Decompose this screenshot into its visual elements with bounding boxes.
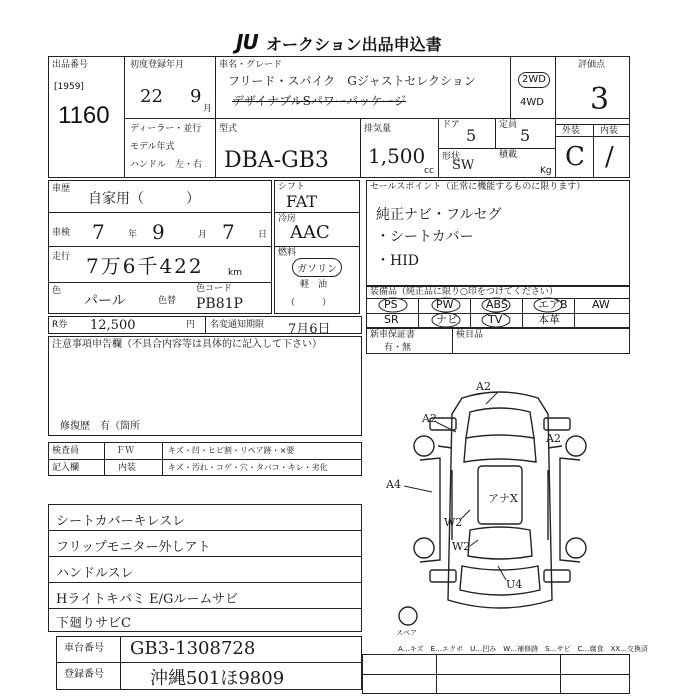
entry-label: 記入欄 [52,463,80,473]
recycle-value: 12,500 [90,318,136,333]
inspector-label: 検査員 [52,446,80,456]
door-value: 5 [466,126,477,145]
remark-4: Hライトキバミ E/Gルームサビ [56,592,239,607]
shape-label: 形状 [442,152,461,162]
color-label: 色 [52,286,62,296]
drive-4wd: 4WD [520,97,544,108]
mileage-unit: km [228,268,242,278]
model-year-label: モデル年式 [130,142,175,152]
transfer-label: 名変通知期限 [210,320,265,330]
ext-label: 外装 [562,126,581,136]
booklet-label: 検目品 [456,330,484,340]
mileage-value: 7万6千422 [86,254,204,278]
recycle-label: R券 [52,320,68,330]
damage-label-roof: アナX [488,492,518,505]
first-reg-year: 22 [140,86,163,107]
sales-item-3: ・HID [376,253,419,269]
sales-label: セールスポイント（正常に機能するものに限ります） [370,182,586,192]
reg-label: 登録番号 [64,669,104,680]
shift-value: FAT [286,192,318,211]
color-value: パール [84,293,126,309]
inspection-year: 7 [92,220,105,244]
equip-tv: TV [488,313,503,326]
equip-ps: PS [384,298,398,311]
sales-item-1: 純正ナビ・フルセグ [376,207,502,223]
warranty-label: 新車保証書 [370,330,416,340]
inspection-day-unit: 日 [258,230,268,240]
model-label: 型式 [219,124,238,134]
lot-number: 1160 [58,102,110,129]
inspection-month-unit: 月 [198,230,208,240]
damage-label-w2-a: W2 [444,516,463,529]
inspection-month: 9 [152,220,165,244]
inspection-year-unit: 年 [128,230,138,240]
seats-value: 5 [520,126,531,145]
equip-airbag: エアB [538,298,568,311]
handle-label: ハンドル 左・右 [130,160,203,170]
damage-label-a2-right: A2 [546,432,561,445]
damage-label-u4: U4 [506,578,523,591]
fuel-value: ガソリン [292,258,342,277]
equip-sr: SR [384,313,399,326]
remark-2: フリップモニター外しアト [56,540,211,555]
form-title: オークション出品申込書 [266,35,442,54]
notes-label: 注意事項申告欄（不具合内容等は具体的に記入して下さい） [52,339,322,350]
displacement-label: 排気量 [364,124,392,134]
fuel-label: 燃料 [278,248,297,258]
first-reg-month: 9 [190,86,202,107]
model-value: DBA-GB3 [224,148,329,173]
first-reg-month-unit: 月 [203,104,213,114]
dealer-label: ディーラー・並行 [130,124,202,134]
sales-item-2: ・シートカバー [376,229,474,245]
ju-logo: JU [236,30,258,54]
transfer-value: 7月6日 [288,322,331,337]
shape-value: SW [452,158,475,173]
spare-label: スペア [396,629,417,637]
history-label: 車歴 [52,184,71,194]
grade-label: 評価点 [578,60,606,70]
recycle-unit: 円 [186,320,196,330]
chassis-number: GB3-1308728 [130,638,256,659]
damage-label-w2-b: W2 [452,540,471,553]
carname-line1: フリード・スパイク Gジャストセレクション [228,74,476,88]
int-label: 内装 [600,126,619,136]
equip-aw: AW [592,298,610,311]
equip-leather: 本革 [538,313,560,326]
remark-5: 下廻りサビC [56,616,131,631]
lot-sub: [1959] [54,82,84,92]
damage-label-a4: A4 [386,478,401,491]
equip-pw: PW [436,298,454,311]
inspection-day: 7 [222,220,235,244]
damage-label-a2-front: A2 [476,380,491,393]
equip-abs: ABS [486,298,508,311]
mileage-label: 走行 [52,252,71,262]
displacement-value: 1,500 [368,144,426,168]
repair-history-label: 修復歴 有（箇所 [60,421,140,432]
shift-label: シフト [278,182,306,192]
aircon-label: 冷房 [278,214,297,224]
ext-grade: C [565,142,585,172]
color-code-label: 色コード [196,284,233,294]
lot-label: 出品番号 [52,60,89,70]
displacement-unit: cc [424,166,434,176]
load-label: 積載 [499,150,518,160]
reg-number: 沖縄501ほ9809 [150,668,285,689]
inspection-label: 車検 [52,228,71,238]
fw-items: キズ・凹・ヒビ割・リペア跡・×要 [168,446,295,455]
carname-label: 車名・グレード [219,60,283,70]
history-value: 自家用（ ） [88,191,200,207]
warranty-value: 有・無 [384,343,412,353]
drive-2wd: 2WD [518,72,550,88]
remark-1: シートカバーキレスレ [56,514,186,529]
int-grade: / [605,142,614,172]
grade-value: 3 [590,82,610,117]
damage-legend: A…キズ E…エクボ U…凹み W…補修跡 S…サビ C…腐食 XX…交換済 [398,645,649,653]
equip-navi: ナビ [436,313,458,326]
interior-items: キズ・汚れ・コゲ・穴・タバコ・キレ・劣化 [168,463,328,472]
fuel-option-diesel: 軽 油 [300,280,328,290]
color-change-label: 色替 [158,296,177,306]
aircon-value: AAC [290,222,330,243]
remark-3: ハンドルスレ [56,566,134,581]
fuel-paren: （ ） [286,298,332,308]
carname-line2: デザイナブルSパワーパッケージ [232,94,407,108]
seats-label: 定員 [499,120,518,130]
first-reg-label: 初度登録年月 [130,60,185,70]
interior-label: 内装 [118,463,137,473]
door-label: ドア [442,120,460,130]
fw-label: ＦＷ [116,446,135,456]
color-code: PB81P [196,296,243,312]
damage-label-a2-left: A2 [422,412,437,425]
load-unit: Kg [540,166,552,176]
equipment-label: 装備品（純正品に限り○印をつけてください） [370,287,558,297]
chassis-label: 車台番号 [64,643,104,654]
